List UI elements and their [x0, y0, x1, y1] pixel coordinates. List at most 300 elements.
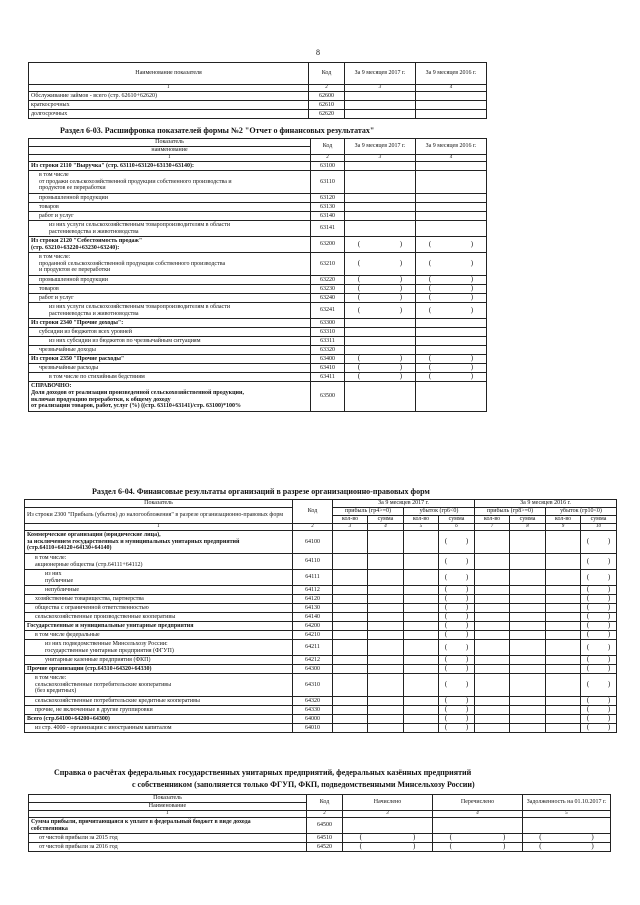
row-code: 64210	[293, 631, 333, 640]
value-cell: ( )	[439, 697, 475, 706]
value-cell	[333, 570, 368, 586]
header-qty: кол-во	[404, 516, 439, 524]
row-label: из них услуги сельскохозяйственным товаропроизводителям в области растениеводства и животноводства	[29, 303, 311, 319]
value-cell: ( )	[345, 237, 416, 253]
row-code: 64300	[293, 665, 333, 674]
value-cell	[546, 674, 581, 697]
column-index-row	[29, 85, 487, 92]
column-index-row	[25, 524, 617, 531]
table-row	[25, 595, 617, 604]
value-cell	[333, 697, 368, 706]
row-label: товаров	[29, 285, 311, 294]
table-row	[29, 355, 487, 364]
column-index: 2	[293, 524, 333, 531]
value-cell: ( )	[523, 843, 611, 852]
row-label: хозяйственные товарищества, партнерства	[25, 595, 293, 604]
table-row	[29, 834, 611, 843]
value-cell	[510, 724, 546, 733]
value-cell: ( )	[581, 622, 617, 631]
value-cell	[368, 631, 404, 640]
value-cell	[404, 613, 439, 622]
row-label: в том числе федеральные	[25, 631, 293, 640]
value-cell	[416, 162, 487, 171]
table-row	[25, 665, 617, 674]
value-cell	[345, 194, 416, 203]
row-label: из стр. 4000 - организации с иностранным капиталом	[25, 724, 293, 733]
table-row	[29, 346, 487, 355]
value-cell	[475, 531, 510, 554]
row-code: 64320	[293, 697, 333, 706]
value-cell: ( )	[439, 586, 475, 595]
value-cell: ( )	[416, 285, 487, 294]
header-sum: сумма	[581, 516, 617, 524]
value-cell: ( )	[439, 622, 475, 631]
header-2017: За 9 месяцев 2017 г.	[345, 63, 416, 85]
row-label: СПРАВОЧНО: Доля доходов от реализации произведенной сельскохозяйственной продукции, включая продукцию переработки, к общему доходу от реализации товаров, работ, услуг (%) ((стр. 63110+63141)/стр. 63100)*100%	[29, 382, 311, 412]
value-cell: ( )	[581, 570, 617, 586]
row-label: Государственные и муниципальные унитарные предприятия	[25, 622, 293, 631]
table-row	[29, 237, 487, 253]
column-index: 3	[333, 524, 368, 531]
value-cell	[345, 171, 416, 194]
section-604-title: Раздел 6-04. Финансовые результаты организаций в разрезе организационно-правовых форм	[92, 487, 430, 496]
value-cell	[546, 706, 581, 715]
value-cell	[475, 622, 510, 631]
value-cell: ( )	[416, 303, 487, 319]
table-row	[25, 604, 617, 613]
table-row	[29, 303, 487, 319]
row-label: Коммерческие организации (юридические лица), за исключением государственных и муниципальных унитарных предприятий (стр.64110+64120+64130+64140)	[25, 531, 293, 554]
value-cell	[510, 674, 546, 697]
value-cell: ( )	[581, 656, 617, 665]
value-cell: ( )	[439, 656, 475, 665]
value-cell	[333, 724, 368, 733]
header-2017: За 9 месяцев 2017 г.	[345, 139, 416, 155]
header-qty: кол-во	[546, 516, 581, 524]
row-code: 63110	[311, 171, 345, 194]
value-cell	[546, 586, 581, 595]
value-cell	[368, 604, 404, 613]
table-row	[25, 631, 617, 640]
value-cell	[475, 697, 510, 706]
value-cell	[404, 554, 439, 570]
table-row	[29, 319, 487, 328]
table-row	[25, 570, 617, 586]
value-cell	[333, 640, 368, 656]
row-code: 63130	[311, 203, 345, 212]
value-cell: ( )	[439, 715, 475, 724]
value-cell	[510, 604, 546, 613]
header-name: Наименование	[29, 803, 307, 811]
row-code: 63220	[311, 276, 345, 285]
spravka-title-line1: Справка о расчётах федеральных государственных унитарных предприятий, федеральных казённых предприятий	[54, 768, 472, 777]
row-code: 62600	[309, 92, 345, 101]
value-cell	[416, 203, 487, 212]
value-cell	[368, 665, 404, 674]
value-cell	[546, 656, 581, 665]
row-code: 64130	[293, 604, 333, 613]
value-cell: ( )	[581, 631, 617, 640]
header-loss-2017: убыток (гр6<0)	[404, 508, 475, 516]
value-cell	[404, 715, 439, 724]
value-cell	[368, 595, 404, 604]
row-code: 64510	[307, 834, 343, 843]
value-cell	[475, 554, 510, 570]
value-cell	[404, 706, 439, 715]
row-label: в том числе: сельскохозяйственные потребительские кооперативы (без кредитных)	[25, 674, 293, 697]
header-indicator: Показатель	[25, 500, 293, 508]
value-cell	[345, 203, 416, 212]
row-code: 64211	[293, 640, 333, 656]
column-index: 5	[523, 811, 611, 818]
header-name: Из строки 2300 "Прибыль (убыток) до налогообложения" в разрезе организационно-правовых форм	[25, 508, 293, 524]
value-cell: ( )	[439, 665, 475, 674]
value-cell	[345, 382, 416, 412]
value-cell	[404, 604, 439, 613]
value-cell: ( )	[581, 531, 617, 554]
value-cell	[404, 570, 439, 586]
value-cell	[546, 622, 581, 631]
value-cell: ( )	[345, 373, 416, 382]
value-cell	[404, 640, 439, 656]
value-cell	[333, 631, 368, 640]
column-index: 5	[404, 524, 439, 531]
column-index: 10	[581, 524, 617, 531]
table-row	[25, 586, 617, 595]
page-number: 8	[316, 48, 320, 57]
value-cell	[333, 531, 368, 554]
row-label: долгосрочных	[29, 110, 309, 119]
row-code: 63240	[311, 294, 345, 303]
value-cell: ( )	[439, 631, 475, 640]
value-cell	[404, 631, 439, 640]
value-cell	[475, 674, 510, 697]
value-cell	[368, 697, 404, 706]
value-cell	[510, 665, 546, 674]
row-label: непубличные	[25, 586, 293, 595]
value-cell: ( )	[581, 554, 617, 570]
row-code: 62610	[309, 101, 345, 110]
column-index: 7	[475, 524, 510, 531]
spravka-title-line2: с собственником (заполняется только ФГУП, ФКП, подведомственными Минсельхозу России)	[132, 780, 475, 789]
value-cell: ( )	[439, 724, 475, 733]
value-cell: ( )	[345, 303, 416, 319]
table-row	[29, 818, 611, 834]
value-cell: ( )	[416, 364, 487, 373]
value-cell: ( )	[581, 595, 617, 604]
value-cell: ( )	[439, 604, 475, 613]
column-index: 1	[29, 811, 307, 818]
value-cell	[404, 622, 439, 631]
header-sum: сумма	[439, 516, 475, 524]
value-cell	[510, 706, 546, 715]
value-cell: ( )	[581, 604, 617, 613]
header-code: Код	[307, 795, 343, 811]
value-cell	[510, 715, 546, 724]
row-label: от чистой прибыли за 2015 год	[29, 834, 307, 843]
value-cell	[546, 554, 581, 570]
value-cell	[345, 319, 416, 328]
column-index: 4	[368, 524, 404, 531]
value-cell: ( )	[581, 724, 617, 733]
value-cell	[368, 724, 404, 733]
header-sum: сумма	[510, 516, 546, 524]
value-cell	[368, 715, 404, 724]
value-cell: ( )	[581, 665, 617, 674]
value-cell: ( )	[439, 674, 475, 697]
column-index: 9	[546, 524, 581, 531]
section-604-table	[24, 499, 617, 733]
value-cell: ( )	[416, 294, 487, 303]
header-name: наименование	[29, 147, 311, 155]
table-row	[29, 843, 611, 852]
value-cell	[333, 715, 368, 724]
value-cell	[343, 818, 433, 834]
row-code: 63300	[311, 319, 345, 328]
value-cell: ( )	[345, 355, 416, 364]
header-indicator: Показатель	[29, 139, 311, 147]
value-cell: ( )	[416, 373, 487, 382]
column-index: 2	[307, 811, 343, 818]
row-code: 64110	[293, 554, 333, 570]
column-index: 2	[309, 85, 345, 92]
section-603-table	[28, 138, 487, 412]
value-cell	[345, 101, 416, 110]
value-cell	[404, 697, 439, 706]
table-row	[29, 221, 487, 237]
value-cell	[510, 531, 546, 554]
value-cell	[333, 656, 368, 665]
header-qty: кол-во	[333, 516, 368, 524]
row-label: в том числе: проданной сельскохозяйственной продукции собственного производства и продуктов ее переработки	[29, 253, 311, 276]
value-cell: ( )	[345, 294, 416, 303]
table-row	[25, 622, 617, 631]
value-cell	[416, 221, 487, 237]
section-603-title: Раздел 6-03. Расшифровка показателей формы №2 "Отчет о финансовых результатах"	[60, 126, 375, 135]
value-cell	[546, 631, 581, 640]
header-code: Код	[293, 500, 333, 524]
value-cell	[404, 595, 439, 604]
value-cell: ( )	[343, 843, 433, 852]
value-cell	[510, 586, 546, 595]
value-cell: ( )	[523, 834, 611, 843]
header-period-2016: За 9 месяцев 2016 г.	[475, 500, 617, 508]
row-code: 63140	[311, 212, 345, 221]
value-cell	[333, 665, 368, 674]
value-cell: ( )	[345, 285, 416, 294]
column-index: 1	[25, 524, 293, 531]
value-cell	[416, 171, 487, 194]
header-indicator: Показатель	[29, 795, 307, 803]
header-transferred: Перечислено	[433, 795, 523, 811]
row-label: прочие, не включенные в другие группировки	[25, 706, 293, 715]
column-index-row	[29, 811, 611, 818]
value-cell	[404, 665, 439, 674]
row-label: промышленной продукции	[29, 276, 311, 285]
table-row	[25, 674, 617, 697]
value-cell	[510, 570, 546, 586]
value-cell: ( )	[581, 697, 617, 706]
value-cell	[510, 697, 546, 706]
table-row	[29, 294, 487, 303]
value-cell: ( )	[581, 674, 617, 697]
value-cell	[404, 531, 439, 554]
header-sum: сумма	[368, 516, 404, 524]
table-row	[29, 92, 487, 101]
value-cell: ( )	[439, 706, 475, 715]
value-cell	[416, 101, 487, 110]
table-row	[29, 382, 487, 412]
value-cell	[546, 724, 581, 733]
column-index: 3	[343, 811, 433, 818]
table-row	[29, 101, 487, 110]
row-code: 64500	[307, 818, 343, 834]
header-2016: За 9 месяцев 2016 г.	[416, 63, 487, 85]
table-row	[29, 171, 487, 194]
value-cell: ( )	[581, 706, 617, 715]
row-code: 63310	[311, 328, 345, 337]
value-cell	[345, 92, 416, 101]
value-cell: ( )	[439, 554, 475, 570]
row-code: 64520	[307, 843, 343, 852]
value-cell	[546, 697, 581, 706]
row-code: 63230	[311, 285, 345, 294]
value-cell	[510, 622, 546, 631]
row-label: Обслуживание займов - всего (стр. 62610+62620)	[29, 92, 309, 101]
value-cell	[368, 640, 404, 656]
value-cell	[416, 382, 487, 412]
value-cell	[475, 604, 510, 613]
row-label: работ и услуг	[29, 212, 311, 221]
value-cell	[368, 656, 404, 665]
value-cell	[368, 531, 404, 554]
row-code: 64100	[293, 531, 333, 554]
value-cell: ( )	[581, 586, 617, 595]
value-cell: ( )	[439, 595, 475, 604]
row-code: 64330	[293, 706, 333, 715]
row-code: 63210	[311, 253, 345, 276]
row-label: Из строки 2350 "Прочие расходы"	[29, 355, 311, 364]
row-label: Сумма прибыли, причитающаяся к уплате в федеральный бюджет в виде дохода собственника	[29, 818, 307, 834]
value-cell	[546, 531, 581, 554]
header-qty: кол-во	[475, 516, 510, 524]
table-row	[29, 276, 487, 285]
row-code: 63311	[311, 337, 345, 346]
header-debt: Задолженность на 01.10.2017 г.	[523, 795, 611, 811]
value-cell	[368, 706, 404, 715]
value-cell: ( )	[439, 531, 475, 554]
table-row	[29, 110, 487, 119]
value-cell	[345, 212, 416, 221]
value-cell	[416, 319, 487, 328]
value-cell	[368, 613, 404, 622]
value-cell	[510, 640, 546, 656]
row-code: 64000	[293, 715, 333, 724]
value-cell	[345, 110, 416, 119]
value-cell	[345, 328, 416, 337]
column-index-row	[29, 155, 487, 162]
column-index: 4	[416, 155, 487, 162]
value-cell	[404, 656, 439, 665]
loans-table	[28, 62, 487, 119]
value-cell	[475, 724, 510, 733]
value-cell	[510, 631, 546, 640]
value-cell	[368, 586, 404, 595]
header-name: Наименование показателя	[29, 63, 309, 85]
value-cell	[475, 656, 510, 665]
header-code: Код	[309, 63, 345, 85]
table-row	[25, 724, 617, 733]
table-row	[29, 285, 487, 294]
value-cell	[333, 622, 368, 631]
row-label: Из строки 2120 "Себестоимость продаж" (стр. 63210+63220+63230+63240):	[29, 237, 311, 253]
table-row	[25, 531, 617, 554]
column-index: 4	[433, 811, 523, 818]
value-cell	[404, 724, 439, 733]
row-code: 63141	[311, 221, 345, 237]
row-label: Из строки 2110 "Выручка" (стр. 63110+63120+63130+63140):	[29, 162, 311, 171]
value-cell	[510, 613, 546, 622]
value-cell: ( )	[581, 715, 617, 724]
row-label: чрезвычайные доходы	[29, 346, 311, 355]
value-cell	[475, 595, 510, 604]
value-cell	[475, 586, 510, 595]
row-label: субсидии из бюджетов всех уровней	[29, 328, 311, 337]
value-cell	[416, 346, 487, 355]
value-cell	[416, 194, 487, 203]
table-row	[29, 212, 487, 221]
row-code: 63100	[311, 162, 345, 171]
value-cell	[368, 570, 404, 586]
value-cell: ( )	[416, 276, 487, 285]
row-label: унитарные казенные предприятия (ФКП)	[25, 656, 293, 665]
value-cell	[475, 640, 510, 656]
table-row	[25, 697, 617, 706]
value-cell	[433, 818, 523, 834]
column-index: 4	[416, 85, 487, 92]
value-cell	[368, 674, 404, 697]
value-cell	[416, 110, 487, 119]
table-row	[29, 194, 487, 203]
row-code: 63241	[311, 303, 345, 319]
value-cell	[416, 212, 487, 221]
header-loss-2016: убыток (гр10<0)	[546, 508, 617, 516]
value-cell	[333, 674, 368, 697]
row-code: 64112	[293, 586, 333, 595]
row-code: 64111	[293, 570, 333, 586]
value-cell	[546, 665, 581, 674]
value-cell	[416, 337, 487, 346]
value-cell	[475, 715, 510, 724]
value-cell: ( )	[433, 834, 523, 843]
spravka-table	[28, 794, 611, 852]
column-index: 3	[345, 85, 416, 92]
value-cell: ( )	[581, 613, 617, 622]
row-label: Из строки 2340 "Прочие доходы":	[29, 319, 311, 328]
value-cell	[523, 818, 611, 834]
value-cell: ( )	[345, 253, 416, 276]
table-row	[25, 640, 617, 656]
row-label: чрезвычайные расходы	[29, 364, 311, 373]
column-index: 1	[29, 155, 311, 162]
row-code: 64310	[293, 674, 333, 697]
value-cell: ( )	[439, 613, 475, 622]
value-cell	[333, 554, 368, 570]
row-code: 63411	[311, 373, 345, 382]
row-label: в том числе по стихийным бедствиям	[29, 373, 311, 382]
row-label: из них подведомственные Минсельхозу России: государственные унитарные предприятия (ФГУП)	[25, 640, 293, 656]
table-row	[25, 613, 617, 622]
